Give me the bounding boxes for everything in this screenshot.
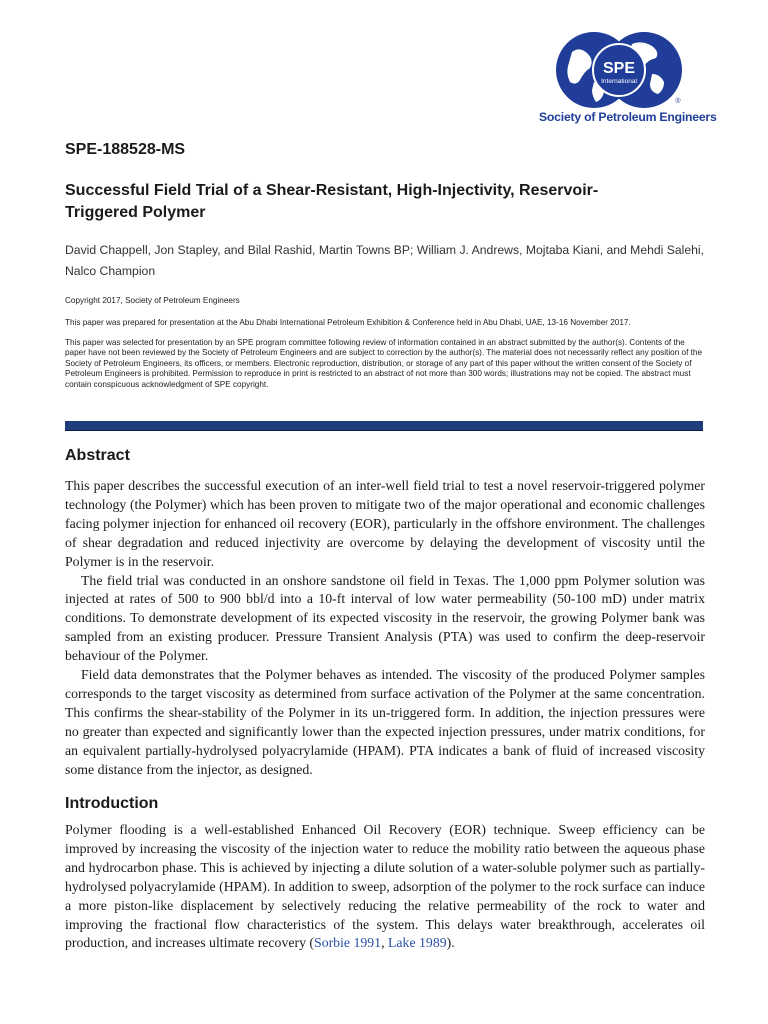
globe-icon	[554, 30, 684, 110]
introduction-body	[65, 821, 705, 953]
abstract-paragraph: Field data demonstrates that the Polymer behaves as intended. The viscosity of the produced Polymer samples corresponds to the target viscosity as determined from surface activation of the Polymer at the same concentration. This confirms the shear-stability of the Polymer in its un-triggered form. In addition, the injection pressures were no greater than expected and significantly lower than the expected injection pressures, under matrix conditions, for an equivalent partially-hydrolysed polyacrylamide (HPAM). PTA indicates a bank of fluid of increased viscosity some distance from the injector, as designed.	[65, 667, 705, 777]
citation-separator: ,	[381, 935, 388, 951]
abstract-body	[65, 477, 705, 780]
paper-title: Successful Field Trial of a Shear-Resistant, High-Injectivity, Reservoir-Triggered Polymer	[65, 182, 599, 221]
logo-text: SPE	[602, 60, 636, 77]
abstract-heading: Abstract	[65, 447, 130, 464]
introduction-text: Polymer flooding is a well-established Enhanced Oil Recovery (EOR) technique. Sweep efficiency can be improved by increasing the viscosity of the injection water to reduce the mobility ratio between the aqueous phase and hydrocarbon phase. This is achieved by injecting a dilute solution of a water-soluble polymer such as partially-hydrolysed polyacrylamide (HPAM). In addition to sweep, adsorption of the polymer to the rock surface can induce a more piston-like displacement by selectively reducing the relative permeability of the rock to water and improving the fractional flow characteristics of the system. This delays water breakthrough, accelerates oil production, and increases ultimate recovery (	[65, 822, 705, 951]
logo-subtext: International	[601, 78, 637, 85]
authors: David Chappell, Jon Stapley, and Bilal Rashid, Martin Towns BP; William J. Andrews, Mojtaba Kiani, and Mehdi Salehi, Nalco Champion	[65, 243, 705, 278]
paper-id: SPE-188528-MS	[65, 141, 186, 158]
citation-link[interactable]: Sorbie 1991	[314, 935, 382, 951]
society-name: Society of Petroleum Engineers	[539, 110, 717, 124]
abstract-paragraph: The field trial was conducted in an onshore sandstone oil field in Texas. The 1,000 ppm Polymer solution was injected at rates of 500 to 900 bbl/d into a 10-ft interval of low water permeability (50-100 mD) under matrix conditions. To demonstrate development of its expected viscosity in the reservoir, the growing Polymer bank was sampled from an existing producer. Pressure Transient Analysis (PTA) was used to confirm the deep-reservoir behaviour of the Polymer.	[65, 572, 705, 664]
presentation-notice: This paper was prepared for presentation at the Abu Dhabi International Petroleum Exhibition & Conference held in Abu Dhabi, UAE, 13-16 November 2017.	[65, 318, 631, 327]
introduction-paragraph	[65, 821, 705, 953]
abstract-paragraph: This paper describes the successful execution of an inter-well field trial to test a novel reservoir-triggered polymer technology (the Polymer) which has been proven to mitigate two of the major operational and economic challenges facing polymer injection for enhanced oil recovery (EOR), particularly in the offshore environment. The challenges of shear degradation and reduced injectivity are overcome by delaying the development of viscosity until the Polymer is in the reservoir.	[65, 478, 705, 569]
introduction-heading: Introduction	[65, 795, 159, 812]
introduction-text-end: ).	[446, 935, 455, 951]
copyright-notice: Copyright 2017, Society of Petroleum Engineers	[65, 296, 240, 305]
logo-registered: ®	[675, 98, 681, 105]
spe-logo	[536, 30, 717, 130]
section-divider	[65, 421, 703, 431]
selection-notice: This paper was selected for presentation by an SPE program committee following review of information contained in an abstract submitted by the author(s). Contents of the paper have not been reviewed by the Society of Petroleum Engineers and are subject to correction by the author(s). The material does not necessarily reflect any position of the Society of Petroleum Engineers, its officers, or members. Electronic reproduction, distribution, or storage of any part of this paper without the written consent of the Society of Petroleum Engineers is prohibited. Permission to reproduce in print is restricted to an abstract of not more than 300 words; illustrations may not be copied. The abstract must contain conspicuous acknowledgment of SPE copyright.	[65, 338, 703, 389]
citation-link[interactable]: Lake 1989	[388, 935, 447, 951]
